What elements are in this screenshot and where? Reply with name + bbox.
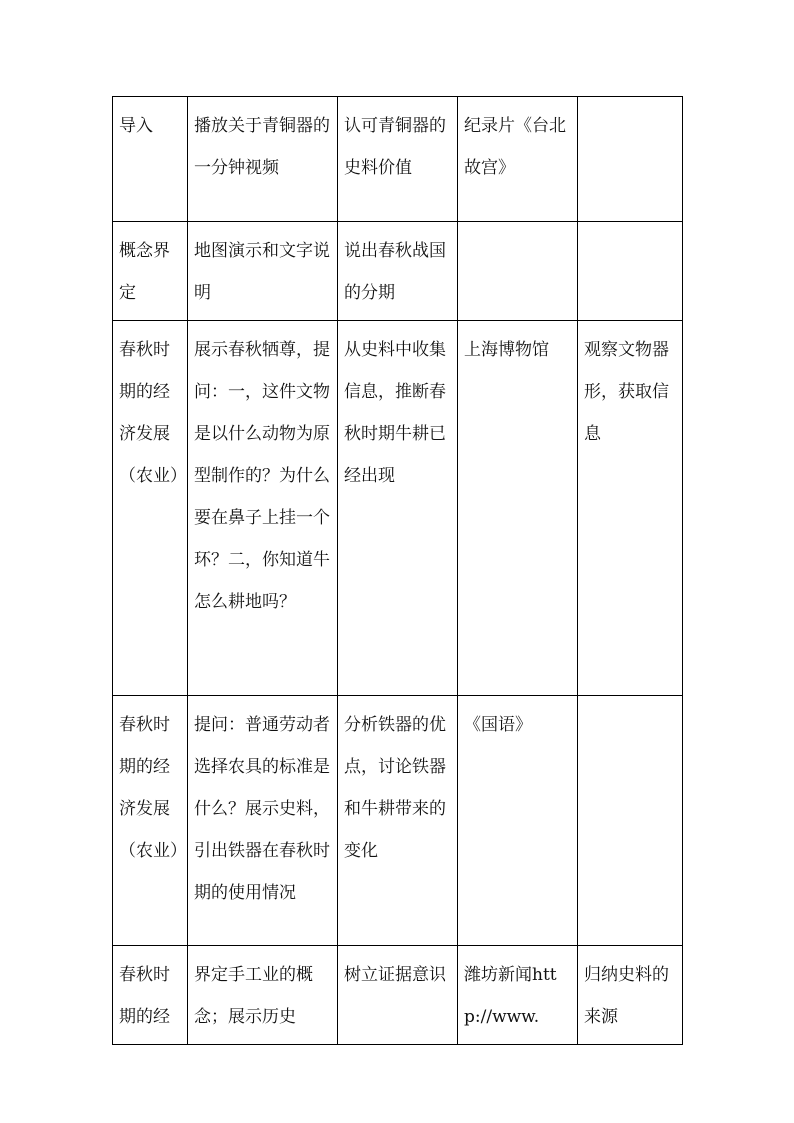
table-cell (188, 946, 338, 1045)
table-cell (458, 222, 578, 321)
table-row (113, 97, 683, 222)
cell-text: 导入 (119, 116, 153, 136)
table-cell (578, 97, 683, 222)
cell-text: 说出春秋战国的分期 (344, 241, 446, 303)
table-cell (113, 946, 188, 1045)
table-cell (113, 222, 188, 321)
cell-text: 界定手工业的概念；展示历史 (194, 965, 313, 1027)
cell-text: 上海博物馆 (464, 340, 549, 360)
table-cell (338, 97, 458, 222)
table-cell (338, 222, 458, 321)
cell-text: 潍坊新闻http://www. (464, 965, 557, 1027)
table-cell (338, 946, 458, 1045)
cell-text: 纪录片《台北故宫》 (464, 116, 566, 178)
table-cell (113, 696, 188, 946)
table-cell (338, 696, 458, 946)
cell-text: 树立证据意识 (344, 965, 446, 985)
table-cell (578, 696, 683, 946)
table-cell (113, 97, 188, 222)
cell-text: 地图演示和文字说明 (194, 241, 330, 303)
table-cell (458, 946, 578, 1045)
table-cell (188, 321, 338, 696)
table-cell (188, 222, 338, 321)
cell-text: 春秋时期的经济发展（农业） (119, 715, 187, 861)
lesson-plan-table (112, 96, 683, 1045)
table-row (113, 696, 683, 946)
table-cell (458, 97, 578, 222)
cell-text: 春秋时期的经 (119, 965, 170, 1027)
cell-text: 展示春秋牺尊，提问：一，这件文物是以什么动物为原型制作的？为什么要在鼻子上挂一个环？二，你知道牛怎么耕地吗？ (194, 340, 330, 612)
table-cell (113, 321, 188, 696)
cell-text: 《国语》 (464, 715, 532, 735)
table-row (113, 321, 683, 696)
cell-text: 春秋时期的经济发展（农业） (119, 340, 187, 486)
cell-text: 观察文物器形，获取信息 (584, 340, 669, 444)
table-row (113, 946, 683, 1045)
cell-text: 分析铁器的优点，讨论铁器和牛耕带来的变化 (344, 715, 446, 861)
cell-text: 认可青铜器的史料价值 (344, 116, 446, 178)
cell-text: 从史料中收集信息，推断春秋时期牛耕已经出现 (344, 340, 446, 486)
table-cell (458, 696, 578, 946)
cell-text: 归纳史料的来源 (584, 965, 669, 1027)
table-cell (578, 321, 683, 696)
table-cell (578, 222, 683, 321)
table-cell (338, 321, 458, 696)
table-cell (188, 97, 338, 222)
table-cell (458, 321, 578, 696)
cell-text: 播放关于青铜器的一分钟视频 (194, 116, 330, 178)
table-row (113, 222, 683, 321)
cell-text: 概念界定 (119, 241, 170, 303)
table-cell (578, 946, 683, 1045)
cell-text: 提问：普通劳动者选择农具的标准是什么？展示史料，引出铁器在春秋时期的使用情况 (194, 715, 330, 903)
table-cell (188, 696, 338, 946)
